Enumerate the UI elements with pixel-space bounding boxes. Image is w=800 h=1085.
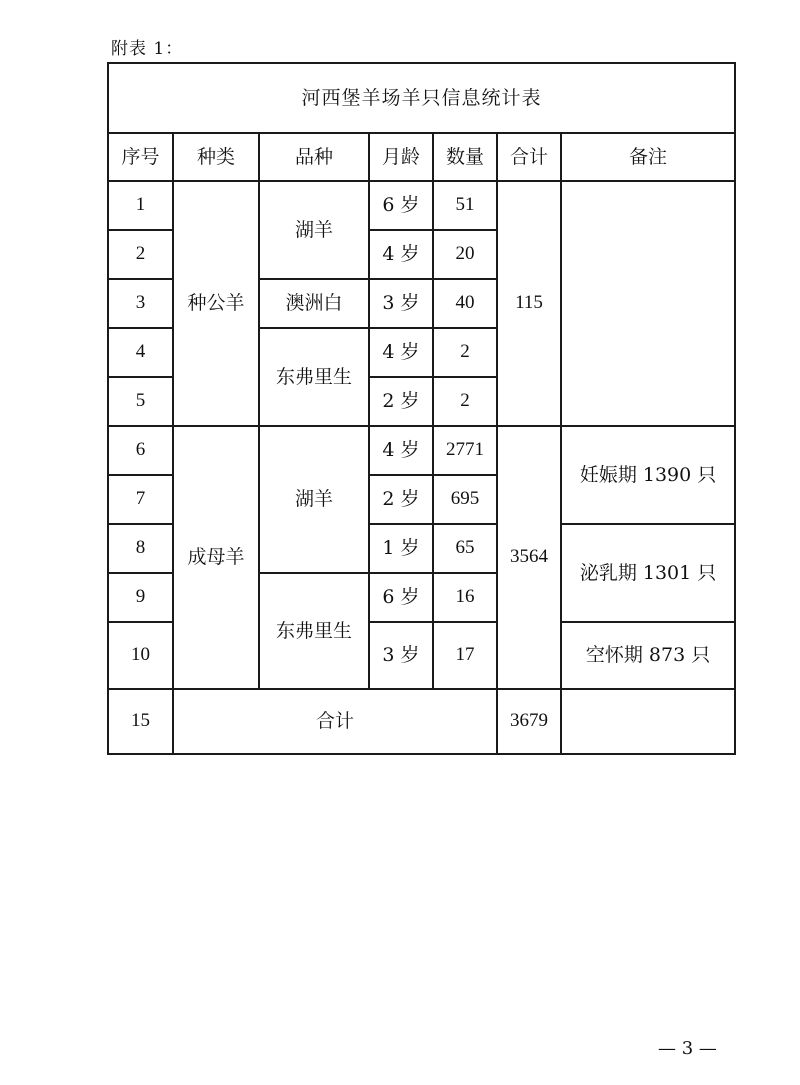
note-lactating: 泌乳期 1301 只 — [561, 524, 735, 622]
table-row — [108, 181, 735, 230]
row-seq: 10 — [108, 622, 173, 689]
row-age: 4 岁 — [369, 328, 433, 377]
breed-ewe-hu: 湖羊 — [259, 426, 369, 573]
header-qty: 数量 — [433, 133, 497, 181]
row-seq: 8 — [108, 524, 173, 573]
subtotal-ram: 115 — [497, 181, 561, 426]
total-notes — [561, 689, 735, 754]
annex-label: 附表 1： — [111, 39, 184, 59]
total-value: 3679 — [497, 689, 561, 754]
row-seq: 7 — [108, 475, 173, 524]
header-notes: 备注 — [561, 133, 735, 181]
row-age: 4 岁 — [369, 426, 433, 475]
breed-ram-australian-white: 澳洲白 — [259, 279, 369, 328]
breed-ewe-east-friesian: 东弗里生 — [259, 573, 369, 689]
row-qty: 695 — [433, 475, 497, 524]
total-label: 合计 — [173, 689, 497, 754]
note-empty: 空怀期 873 只 — [561, 622, 735, 689]
row-seq: 4 — [108, 328, 173, 377]
header-type: 种类 — [173, 133, 259, 181]
sheep-statistics-table — [107, 62, 736, 755]
type-ewe: 成母羊 — [173, 426, 259, 689]
row-qty: 40 — [433, 279, 497, 328]
row-qty: 2 — [433, 377, 497, 426]
row-seq: 5 — [108, 377, 173, 426]
row-seq: 9 — [108, 573, 173, 622]
row-age: 1 岁 — [369, 524, 433, 573]
row-qty: 20 — [433, 230, 497, 279]
total-row — [108, 689, 735, 754]
type-ram: 种公羊 — [173, 181, 259, 426]
row-seq: 6 — [108, 426, 173, 475]
table-title: 河西堡羊场羊只信息统计表 — [108, 63, 735, 133]
subtotal-ewe: 3564 — [497, 426, 561, 689]
row-age: 2 岁 — [369, 475, 433, 524]
table-row — [108, 426, 735, 475]
row-qty: 16 — [433, 573, 497, 622]
header-breed: 品种 — [259, 133, 369, 181]
notes-ram — [561, 181, 735, 426]
row-seq: 2 — [108, 230, 173, 279]
row-age: 6 岁 — [369, 573, 433, 622]
row-qty: 2 — [433, 328, 497, 377]
row-qty: 51 — [433, 181, 497, 230]
breed-ram-hu: 湖羊 — [259, 181, 369, 279]
header-seq: 序号 — [108, 133, 173, 181]
breed-ram-east-friesian: 东弗里生 — [259, 328, 369, 426]
note-pregnant: 妊娠期 1390 只 — [561, 426, 735, 524]
header-age: 月龄 — [369, 133, 433, 181]
row-age: 6 岁 — [369, 181, 433, 230]
header-subtotal: 合计 — [497, 133, 561, 181]
row-seq: 1 — [108, 181, 173, 230]
row-qty: 17 — [433, 622, 497, 689]
row-age: 3 岁 — [369, 279, 433, 328]
row-age: 4 岁 — [369, 230, 433, 279]
row-qty: 65 — [433, 524, 497, 573]
row-age: 2 岁 — [369, 377, 433, 426]
total-seq: 15 — [108, 689, 173, 754]
row-qty: 2771 — [433, 426, 497, 475]
row-seq: 3 — [108, 279, 173, 328]
row-age: 3 岁 — [369, 622, 433, 689]
page-number: — 3 — — [658, 1038, 717, 1059]
